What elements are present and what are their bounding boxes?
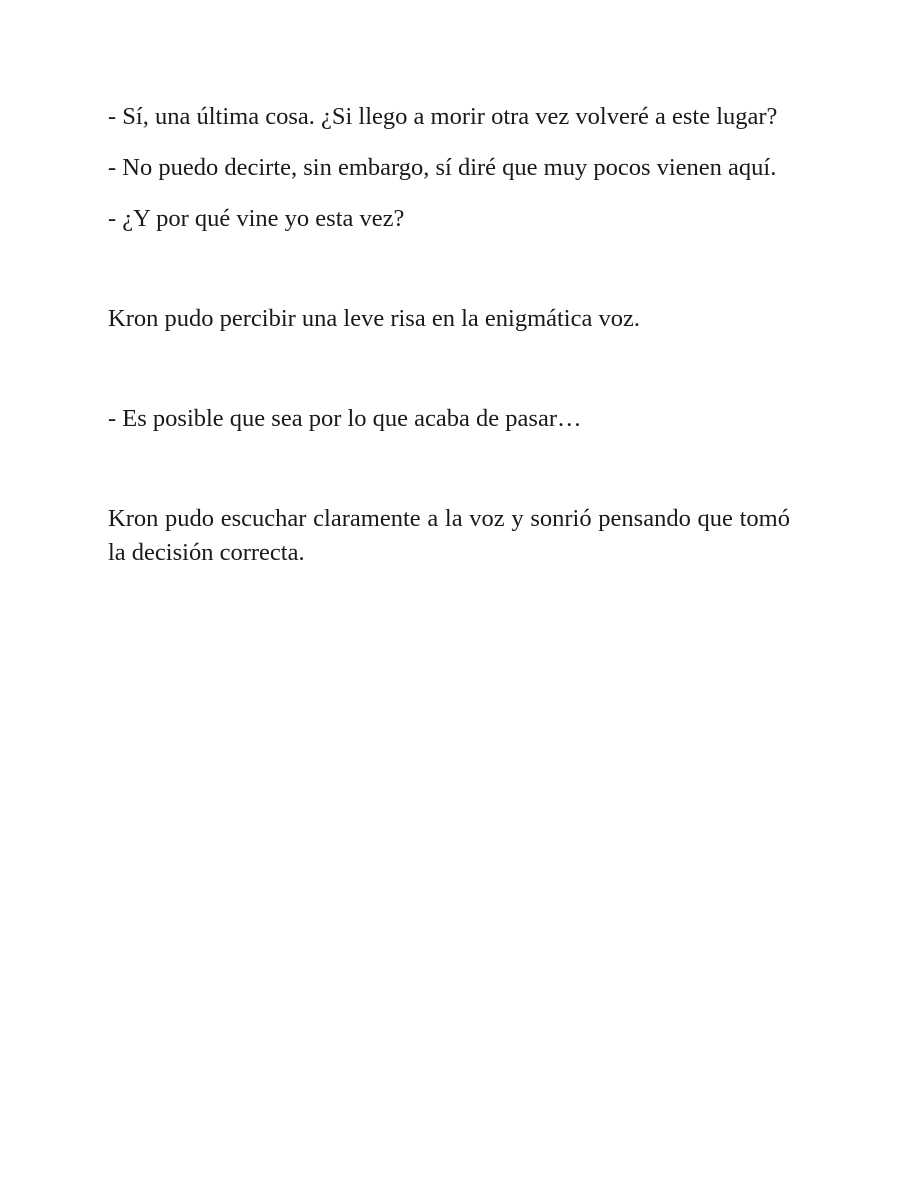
paragraph-dialogue-2: - No puedo decirte, sin embargo, sí diré que muy pocos vienen aquí. — [108, 154, 777, 181]
body-text — [108, 100, 790, 570]
paragraph-dialogue-4: - Es posible que sea por lo que acaba de pasar… — [108, 405, 582, 432]
paragraph-dialogue-3: - ¿Y por qué vine yo esta vez? — [108, 205, 405, 232]
paragraph-narration-2: Kron pudo escuchar claramente a la voz y sonrió pensando que tomó la decisión correcta. — [108, 505, 790, 566]
paragraph-dialogue-1: - Sí, una última cosa. ¿Si llego a morir otra vez volveré a este lugar? — [108, 103, 778, 130]
paragraph-narration-1: Kron pudo percibir una leve risa en la enigmática voz. — [108, 305, 640, 332]
